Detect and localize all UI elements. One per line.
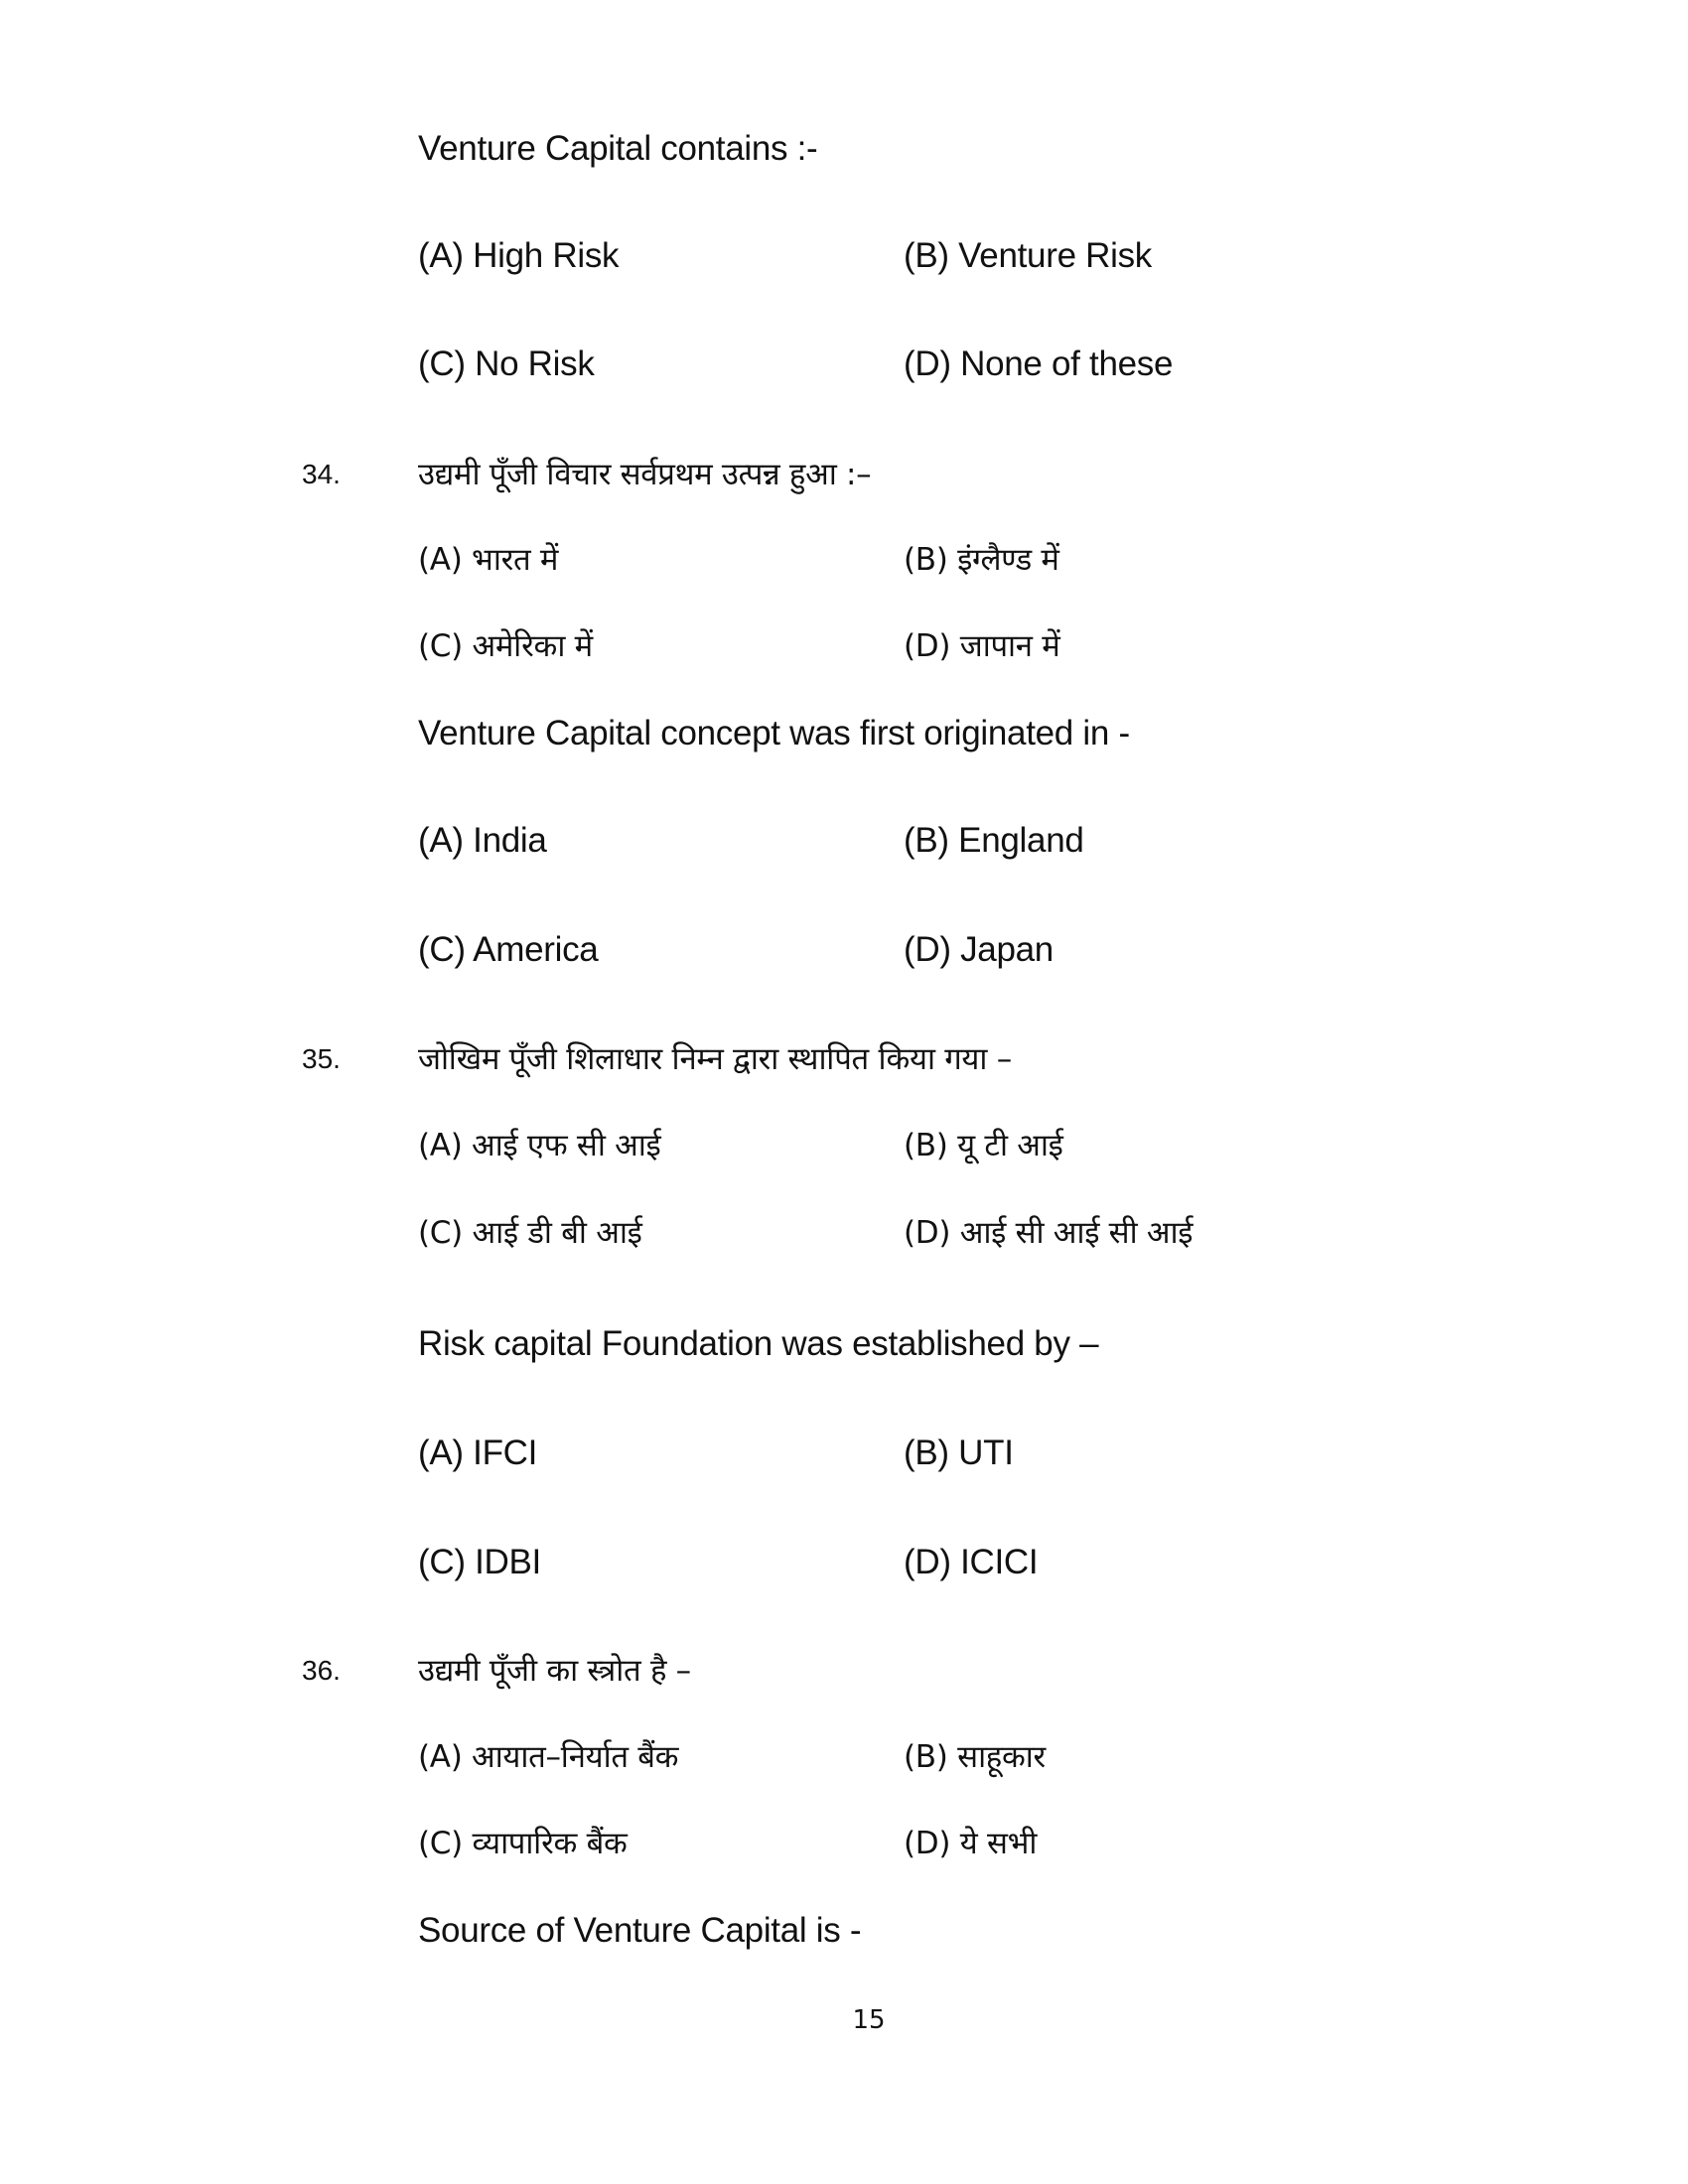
q34-option-d: (D) Japan xyxy=(904,930,1054,969)
q36-number: 36. xyxy=(302,1655,341,1686)
q35-option-c: (C) IDBI xyxy=(418,1543,541,1581)
q36-hindi-stem: उद्यमी पूँजी का स्त्रोत है – xyxy=(418,1653,691,1689)
q33-option-c: (C) No Risk xyxy=(418,344,595,383)
q35-number: 35. xyxy=(302,1043,341,1074)
q34-hindi-option-d: (D) जापान में xyxy=(904,628,1060,664)
q33-option-d: (D) None of these xyxy=(904,344,1174,383)
q36-hindi-option-c: (C) व्यापारिक बैंक xyxy=(418,1826,628,1861)
q33-option-a: (A) High Risk xyxy=(418,236,620,275)
q34-option-b: (B) England xyxy=(904,821,1084,860)
q36-hindi-option-b: (B) साहूकार xyxy=(904,1739,1046,1775)
q33-english-stem: Venture Capital contains :- xyxy=(418,129,818,168)
q35-hindi-option-b: (B) यू टी आई xyxy=(904,1128,1063,1163)
q35-option-b: (B) UTI xyxy=(904,1433,1014,1472)
q36-hindi-option-d: (D) ये सभी xyxy=(904,1826,1038,1861)
page-number: 15 xyxy=(852,2005,886,2035)
q35-option-d: (D) ICICI xyxy=(904,1543,1039,1581)
q34-option-a: (A) India xyxy=(418,821,547,860)
q35-hindi-option-a: (A) आई एफ सी आई xyxy=(418,1128,661,1163)
q34-hindi-stem: उद्यमी पूँजी विचार सर्वप्रथम उत्पन्न हुआ :– xyxy=(418,457,872,492)
q35-option-a: (A) IFCI xyxy=(418,1433,538,1472)
q34-number: 34. xyxy=(302,459,341,489)
q36-english-stem: Source of Venture Capital is - xyxy=(418,1911,862,1950)
q35-hindi-option-c: (C) आई डी बी आई xyxy=(418,1215,642,1251)
q35-hindi-option-d: (D) आई सी आई सी आई xyxy=(904,1215,1194,1251)
q36-hindi-option-a: (A) आयात–निर्यात बैंक xyxy=(418,1739,679,1775)
q34-option-c: (C) America xyxy=(418,930,599,969)
q34-hindi-option-b: (B) इंग्लैण्ड में xyxy=(904,542,1059,578)
q34-hindi-option-a: (A) भारत में xyxy=(418,542,559,578)
q35-hindi-stem: जोखिम पूँजी शिलाधार निम्न द्वारा स्थापित किया गया – xyxy=(418,1041,1012,1077)
q33-option-b: (B) Venture Risk xyxy=(904,236,1153,275)
q34-english-stem: Venture Capital concept was first originated in - xyxy=(418,714,1130,752)
q35-english-stem: Risk capital Foundation was established by – xyxy=(418,1324,1099,1363)
q34-hindi-option-c: (C) अमेरिका में xyxy=(418,628,593,664)
